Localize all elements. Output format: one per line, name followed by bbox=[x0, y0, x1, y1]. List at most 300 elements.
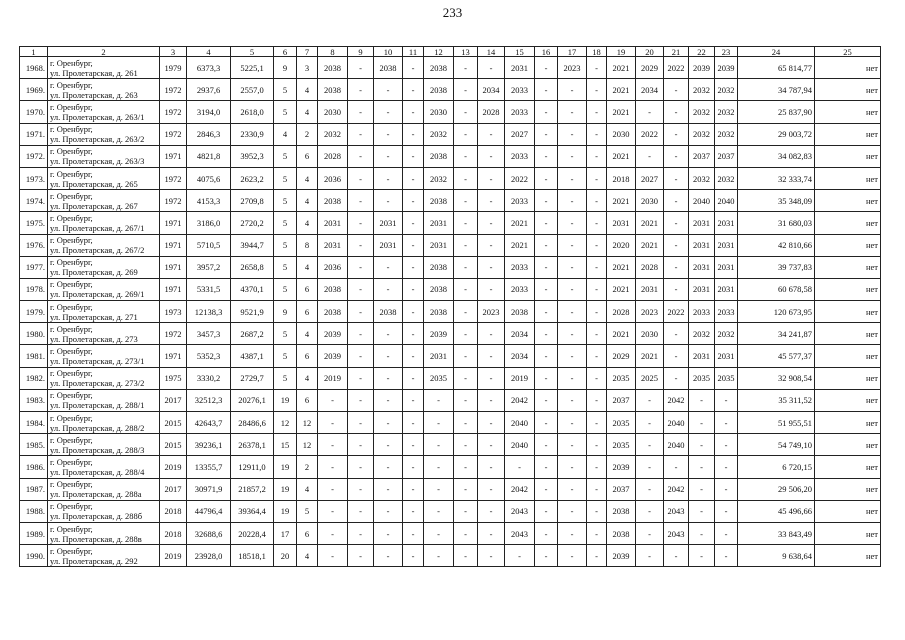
column-header-24: 24 bbox=[738, 47, 815, 57]
cell-col-14: - bbox=[478, 278, 505, 300]
cell-col-19: 2039 bbox=[607, 456, 636, 478]
cell-col-10: - bbox=[374, 167, 403, 189]
cell-col-3: 1971 bbox=[160, 145, 187, 167]
cell-col-9: - bbox=[348, 101, 374, 123]
cell-col-12: 2038 bbox=[424, 301, 454, 323]
cell-col-15: 2034 bbox=[505, 323, 535, 345]
cell-col-25: нет bbox=[815, 367, 881, 389]
cell-col-6: 5 bbox=[274, 234, 297, 256]
table-body bbox=[20, 57, 881, 567]
address-city: г. Оренбург, bbox=[50, 168, 93, 179]
cell-col-7: 4 bbox=[297, 256, 318, 278]
cell-col-15: 2033 bbox=[505, 145, 535, 167]
cell-col-15: 2043 bbox=[505, 500, 535, 522]
cell-col-24: 29 506,20 bbox=[738, 478, 815, 500]
cell-col-11: - bbox=[403, 456, 424, 478]
cell-col-4: 3186,0 bbox=[187, 212, 231, 234]
cell-col-19: 2039 bbox=[607, 545, 636, 567]
cell-col-12: 2038 bbox=[424, 79, 454, 101]
address-city: г. Оренбург, bbox=[50, 190, 93, 201]
column-header-15: 15 bbox=[505, 47, 535, 57]
cell-col-9: - bbox=[348, 367, 374, 389]
cell-col-16: - bbox=[535, 456, 558, 478]
cell-col-4: 12138,3 bbox=[187, 301, 231, 323]
cell-col-17: - bbox=[558, 412, 587, 434]
address-cell bbox=[48, 79, 160, 101]
cell-col-17: - bbox=[558, 301, 587, 323]
cell-col-8: 2030 bbox=[318, 101, 348, 123]
cell-col-8: - bbox=[318, 389, 348, 411]
cell-col-3: 1972 bbox=[160, 123, 187, 145]
cell-col-12: 2038 bbox=[424, 145, 454, 167]
table-row bbox=[20, 123, 881, 145]
cell-col-4: 3957,2 bbox=[187, 256, 231, 278]
column-header-17: 17 bbox=[558, 47, 587, 57]
cell-col-3: 2017 bbox=[160, 389, 187, 411]
cell-col-18: - bbox=[587, 145, 607, 167]
cell-col-15: 2042 bbox=[505, 478, 535, 500]
cell-col-4: 44796,4 bbox=[187, 500, 231, 522]
address-city: г. Оренбург, bbox=[50, 146, 93, 157]
column-header-12: 12 bbox=[424, 47, 454, 57]
address-street: ул. Пролетарская, д. 269/1 bbox=[50, 289, 145, 300]
cell-col-16: - bbox=[535, 79, 558, 101]
cell-col-17: - bbox=[558, 101, 587, 123]
cell-col-7: 6 bbox=[297, 345, 318, 367]
address-city: г. Оренбург, bbox=[50, 212, 93, 223]
cell-col-15: 2040 bbox=[505, 434, 535, 456]
cell-col-19: 2021 bbox=[607, 101, 636, 123]
cell-col-14: - bbox=[478, 212, 505, 234]
table-row bbox=[20, 167, 881, 189]
cell-col-13: - bbox=[454, 167, 478, 189]
address-cell bbox=[48, 190, 160, 212]
address-street: ул. Пролетарская, д. 292 bbox=[50, 555, 138, 566]
cell-col-22: 2031 bbox=[689, 234, 715, 256]
cell-col-10: 2031 bbox=[374, 212, 403, 234]
cell-col-25: нет bbox=[815, 278, 881, 300]
cell-col-14: - bbox=[478, 412, 505, 434]
cell-col-24: 33 843,49 bbox=[738, 522, 815, 544]
cell-col-6: 5 bbox=[274, 79, 297, 101]
cell-col-21: - bbox=[664, 256, 689, 278]
cell-col-12: 2039 bbox=[424, 323, 454, 345]
cell-col-10: 2031 bbox=[374, 234, 403, 256]
cell-col-25: нет bbox=[815, 545, 881, 567]
cell-col-16: - bbox=[535, 434, 558, 456]
cell-col-19: 2031 bbox=[607, 212, 636, 234]
cell-col-24: 60 678,58 bbox=[738, 278, 815, 300]
cell-col-12: 2032 bbox=[424, 123, 454, 145]
cell-col-24: 35 348,09 bbox=[738, 190, 815, 212]
cell-col-11: - bbox=[403, 278, 424, 300]
address-city: г. Оренбург, bbox=[50, 390, 93, 401]
cell-col-4: 3457,3 bbox=[187, 323, 231, 345]
cell-col-5: 26378,1 bbox=[231, 434, 274, 456]
cell-col-3: 1975 bbox=[160, 367, 187, 389]
cell-col-24: 34 082,83 bbox=[738, 145, 815, 167]
cell-col-16: - bbox=[535, 57, 558, 79]
address-cell bbox=[48, 456, 160, 478]
cell-col-3: 1979 bbox=[160, 57, 187, 79]
address-street: ул. Пролетарская, д. 288/3 bbox=[50, 444, 145, 455]
address-street: ул. Пролетарская, д. 273 bbox=[50, 333, 138, 344]
row-number: 1988. bbox=[20, 500, 48, 522]
cell-col-19: 2037 bbox=[607, 389, 636, 411]
cell-col-19: 2030 bbox=[607, 123, 636, 145]
cell-col-18: - bbox=[587, 123, 607, 145]
cell-col-9: - bbox=[348, 145, 374, 167]
cell-col-14: - bbox=[478, 190, 505, 212]
cell-col-24: 42 810,66 bbox=[738, 234, 815, 256]
cell-col-6: 5 bbox=[274, 145, 297, 167]
cell-col-9: - bbox=[348, 323, 374, 345]
cell-col-20: - bbox=[636, 456, 664, 478]
cell-col-3: 2019 bbox=[160, 456, 187, 478]
cell-col-25: нет bbox=[815, 389, 881, 411]
cell-col-10: - bbox=[374, 434, 403, 456]
cell-col-18: - bbox=[587, 456, 607, 478]
cell-col-10: - bbox=[374, 545, 403, 567]
cell-col-19: 2035 bbox=[607, 412, 636, 434]
address-street: ул. Пролетарская, д. 267/1 bbox=[50, 222, 145, 233]
cell-col-13: - bbox=[454, 367, 478, 389]
cell-col-19: 2035 bbox=[607, 367, 636, 389]
cell-col-13: - bbox=[454, 212, 478, 234]
cell-col-17: - bbox=[558, 167, 587, 189]
cell-col-17: - bbox=[558, 190, 587, 212]
cell-col-5: 2687,2 bbox=[231, 323, 274, 345]
cell-col-23: - bbox=[715, 545, 738, 567]
cell-col-23: - bbox=[715, 478, 738, 500]
cell-col-22: 2039 bbox=[689, 57, 715, 79]
cell-col-13: - bbox=[454, 190, 478, 212]
cell-col-6: 19 bbox=[274, 478, 297, 500]
row-number: 1980. bbox=[20, 323, 48, 345]
cell-col-7: 6 bbox=[297, 389, 318, 411]
address-cell bbox=[48, 256, 160, 278]
cell-col-21: - bbox=[664, 212, 689, 234]
cell-col-11: - bbox=[403, 389, 424, 411]
column-header-14: 14 bbox=[478, 47, 505, 57]
table-row bbox=[20, 389, 881, 411]
cell-col-21: - bbox=[664, 456, 689, 478]
cell-col-23: - bbox=[715, 456, 738, 478]
cell-col-12: 2038 bbox=[424, 190, 454, 212]
address-city: г. Оренбург, bbox=[50, 412, 93, 423]
column-header-5: 5 bbox=[231, 47, 274, 57]
address-city: г. Оренбург, bbox=[50, 346, 93, 357]
cell-col-8: 2038 bbox=[318, 190, 348, 212]
cell-col-6: 17 bbox=[274, 522, 297, 544]
cell-col-25: нет bbox=[815, 412, 881, 434]
cell-col-23: 2032 bbox=[715, 323, 738, 345]
column-header-1: 1 bbox=[20, 47, 48, 57]
row-number: 1971. bbox=[20, 123, 48, 145]
cell-col-18: - bbox=[587, 101, 607, 123]
cell-col-25: нет bbox=[815, 101, 881, 123]
address-city: г. Оренбург, bbox=[50, 235, 93, 246]
table-row bbox=[20, 101, 881, 123]
cell-col-8: 2036 bbox=[318, 256, 348, 278]
cell-col-3: 2019 bbox=[160, 545, 187, 567]
cell-col-13: - bbox=[454, 323, 478, 345]
cell-col-6: 5 bbox=[274, 323, 297, 345]
cell-col-9: - bbox=[348, 412, 374, 434]
address-city: г. Оренбург, bbox=[50, 479, 93, 490]
cell-col-25: нет bbox=[815, 478, 881, 500]
cell-col-19: 2021 bbox=[607, 57, 636, 79]
cell-col-16: - bbox=[535, 278, 558, 300]
table-row bbox=[20, 212, 881, 234]
cell-col-6: 5 bbox=[274, 190, 297, 212]
cell-col-8: 2028 bbox=[318, 145, 348, 167]
cell-col-14: - bbox=[478, 345, 505, 367]
cell-col-7: 6 bbox=[297, 145, 318, 167]
table-row bbox=[20, 234, 881, 256]
cell-col-15: 2033 bbox=[505, 278, 535, 300]
cell-col-16: - bbox=[535, 190, 558, 212]
cell-col-19: 2028 bbox=[607, 301, 636, 323]
column-header-4: 4 bbox=[187, 47, 231, 57]
cell-col-8: - bbox=[318, 500, 348, 522]
cell-col-9: - bbox=[348, 123, 374, 145]
cell-col-16: - bbox=[535, 545, 558, 567]
cell-col-23: 2031 bbox=[715, 256, 738, 278]
cell-col-20: - bbox=[636, 145, 664, 167]
cell-col-15: 2027 bbox=[505, 123, 535, 145]
address-street: ул. Пролетарская, д. 288б bbox=[50, 511, 143, 522]
cell-col-25: нет bbox=[815, 123, 881, 145]
cell-col-14: - bbox=[478, 123, 505, 145]
cell-col-24: 65 814,77 bbox=[738, 57, 815, 79]
cell-col-25: нет bbox=[815, 456, 881, 478]
cell-col-10: - bbox=[374, 389, 403, 411]
cell-col-17: - bbox=[558, 456, 587, 478]
row-number: 1981. bbox=[20, 345, 48, 367]
cell-col-25: нет bbox=[815, 345, 881, 367]
table-row bbox=[20, 456, 881, 478]
cell-col-6: 5 bbox=[274, 278, 297, 300]
cell-col-5: 3944,7 bbox=[231, 234, 274, 256]
cell-col-20: - bbox=[636, 500, 664, 522]
cell-col-11: - bbox=[403, 412, 424, 434]
cell-col-20: 2029 bbox=[636, 57, 664, 79]
cell-col-7: 4 bbox=[297, 79, 318, 101]
cell-col-13: - bbox=[454, 278, 478, 300]
cell-col-17: - bbox=[558, 367, 587, 389]
cell-col-19: 2018 bbox=[607, 167, 636, 189]
cell-col-24: 34 787,94 bbox=[738, 79, 815, 101]
cell-col-13: - bbox=[454, 145, 478, 167]
cell-col-12: 2038 bbox=[424, 256, 454, 278]
cell-col-22: 2032 bbox=[689, 101, 715, 123]
cell-col-25: нет bbox=[815, 522, 881, 544]
cell-col-20: - bbox=[636, 545, 664, 567]
table-row bbox=[20, 323, 881, 345]
cell-col-21: - bbox=[664, 101, 689, 123]
cell-col-7: 4 bbox=[297, 367, 318, 389]
cell-col-20: - bbox=[636, 522, 664, 544]
address-street: ул. Пролетарская, д. 273/2 bbox=[50, 378, 145, 389]
cell-col-24: 32 908,54 bbox=[738, 367, 815, 389]
cell-col-5: 2729,7 bbox=[231, 367, 274, 389]
cell-col-25: нет bbox=[815, 79, 881, 101]
address-cell bbox=[48, 101, 160, 123]
cell-col-19: 2021 bbox=[607, 256, 636, 278]
cell-col-18: - bbox=[587, 212, 607, 234]
cell-col-3: 1971 bbox=[160, 345, 187, 367]
cell-col-6: 5 bbox=[274, 101, 297, 123]
cell-col-12: 2032 bbox=[424, 167, 454, 189]
column-header-9: 9 bbox=[348, 47, 374, 57]
cell-col-23: 2031 bbox=[715, 234, 738, 256]
address-street: ул. Пролетарская, д. 269 bbox=[50, 267, 138, 278]
cell-col-15: 2021 bbox=[505, 212, 535, 234]
cell-col-14: 2034 bbox=[478, 79, 505, 101]
cell-col-16: - bbox=[535, 389, 558, 411]
cell-col-22: 2032 bbox=[689, 79, 715, 101]
cell-col-7: 4 bbox=[297, 478, 318, 500]
cell-col-22: - bbox=[689, 545, 715, 567]
cell-col-16: - bbox=[535, 212, 558, 234]
cell-col-8: 2032 bbox=[318, 123, 348, 145]
cell-col-19: 2038 bbox=[607, 500, 636, 522]
cell-col-15: - bbox=[505, 456, 535, 478]
address-street: ул. Пролетарская, д. 261 bbox=[50, 67, 138, 78]
address-city: г. Оренбург, bbox=[50, 79, 93, 90]
cell-col-17: - bbox=[558, 345, 587, 367]
cell-col-20: 2022 bbox=[636, 123, 664, 145]
cell-col-14: - bbox=[478, 456, 505, 478]
cell-col-12: 2038 bbox=[424, 278, 454, 300]
table-row bbox=[20, 79, 881, 101]
cell-col-13: - bbox=[454, 500, 478, 522]
table-row bbox=[20, 57, 881, 79]
cell-col-24: 9 638,64 bbox=[738, 545, 815, 567]
cell-col-13: - bbox=[454, 478, 478, 500]
cell-col-14: - bbox=[478, 478, 505, 500]
cell-col-24: 31 680,03 bbox=[738, 212, 815, 234]
row-number: 1987. bbox=[20, 478, 48, 500]
cell-col-23: 2035 bbox=[715, 367, 738, 389]
cell-col-14: - bbox=[478, 389, 505, 411]
cell-col-13: - bbox=[454, 389, 478, 411]
cell-col-9: - bbox=[348, 478, 374, 500]
cell-col-16: - bbox=[535, 500, 558, 522]
cell-col-11: - bbox=[403, 234, 424, 256]
address-city: г. Оренбург, bbox=[50, 456, 93, 467]
cell-col-8: 2039 bbox=[318, 345, 348, 367]
address-cell bbox=[48, 478, 160, 500]
header-row bbox=[20, 47, 881, 57]
cell-col-14: - bbox=[478, 522, 505, 544]
cell-col-4: 4153,3 bbox=[187, 190, 231, 212]
table-row bbox=[20, 145, 881, 167]
table-row bbox=[20, 301, 881, 323]
address-city: г. Оренбург, bbox=[50, 434, 93, 445]
cell-col-3: 2018 bbox=[160, 500, 187, 522]
cell-col-14: - bbox=[478, 367, 505, 389]
cell-col-6: 5 bbox=[274, 167, 297, 189]
cell-col-16: - bbox=[535, 367, 558, 389]
cell-col-21: - bbox=[664, 323, 689, 345]
cell-col-6: 5 bbox=[274, 212, 297, 234]
cell-col-18: - bbox=[587, 301, 607, 323]
cell-col-22: - bbox=[689, 389, 715, 411]
cell-col-9: - bbox=[348, 212, 374, 234]
address-cell bbox=[48, 500, 160, 522]
cell-col-17: - bbox=[558, 278, 587, 300]
cell-col-4: 3194,0 bbox=[187, 101, 231, 123]
cell-col-23: 2031 bbox=[715, 278, 738, 300]
cell-col-14: - bbox=[478, 145, 505, 167]
cell-col-22: - bbox=[689, 412, 715, 434]
cell-col-9: - bbox=[348, 79, 374, 101]
cell-col-13: - bbox=[454, 256, 478, 278]
address-street: ул. Пролетарская, д. 273/1 bbox=[50, 356, 145, 367]
cell-col-18: - bbox=[587, 522, 607, 544]
cell-col-4: 32512,3 bbox=[187, 389, 231, 411]
cell-col-18: - bbox=[587, 323, 607, 345]
cell-col-14: 2028 bbox=[478, 101, 505, 123]
cell-col-10: - bbox=[374, 145, 403, 167]
cell-col-21: - bbox=[664, 278, 689, 300]
cell-col-25: нет bbox=[815, 212, 881, 234]
cell-col-23: 2031 bbox=[715, 212, 738, 234]
cell-col-13: - bbox=[454, 57, 478, 79]
cell-col-9: - bbox=[348, 389, 374, 411]
cell-col-16: - bbox=[535, 323, 558, 345]
cell-col-17: - bbox=[558, 212, 587, 234]
cell-col-21: - bbox=[664, 145, 689, 167]
cell-col-24: 25 837,90 bbox=[738, 101, 815, 123]
cell-col-18: - bbox=[587, 57, 607, 79]
cell-col-8: 2031 bbox=[318, 234, 348, 256]
address-cell bbox=[48, 167, 160, 189]
cell-col-13: - bbox=[454, 123, 478, 145]
cell-col-8: - bbox=[318, 522, 348, 544]
cell-col-7: 4 bbox=[297, 167, 318, 189]
cell-col-17: - bbox=[558, 500, 587, 522]
cell-col-15: 2019 bbox=[505, 367, 535, 389]
row-number: 1986. bbox=[20, 456, 48, 478]
table-row bbox=[20, 434, 881, 456]
cell-col-11: - bbox=[403, 145, 424, 167]
cell-col-4: 5352,3 bbox=[187, 345, 231, 367]
cell-col-20: 2034 bbox=[636, 79, 664, 101]
cell-col-23: - bbox=[715, 389, 738, 411]
cell-col-21: - bbox=[664, 79, 689, 101]
cell-col-16: - bbox=[535, 522, 558, 544]
cell-col-7: 12 bbox=[297, 412, 318, 434]
cell-col-23: - bbox=[715, 500, 738, 522]
cell-col-15: 2033 bbox=[505, 256, 535, 278]
cell-col-9: - bbox=[348, 301, 374, 323]
cell-col-3: 1972 bbox=[160, 101, 187, 123]
cell-col-14: - bbox=[478, 57, 505, 79]
cell-col-10: 2038 bbox=[374, 57, 403, 79]
row-number: 1972. bbox=[20, 145, 48, 167]
cell-col-3: 2018 bbox=[160, 522, 187, 544]
row-number: 1969. bbox=[20, 79, 48, 101]
cell-col-9: - bbox=[348, 234, 374, 256]
cell-col-11: - bbox=[403, 323, 424, 345]
address-city: г. Оренбург, bbox=[50, 368, 93, 379]
address-cell bbox=[48, 234, 160, 256]
cell-col-8: - bbox=[318, 456, 348, 478]
cell-col-10: - bbox=[374, 522, 403, 544]
